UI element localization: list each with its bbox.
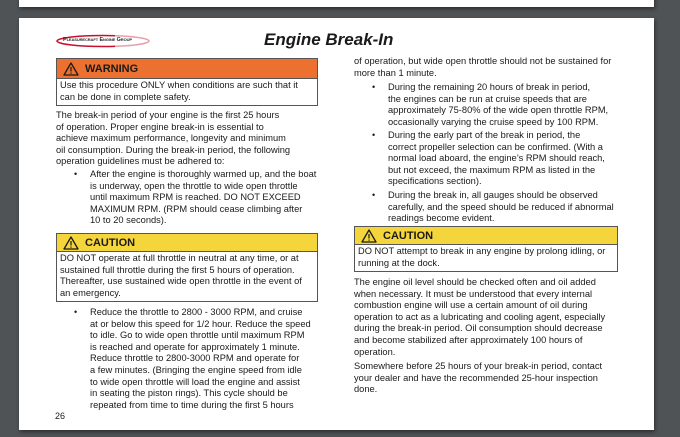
caution-box	[354, 226, 618, 272]
text-line: operation guidelines must be adhered to:	[56, 156, 225, 167]
text-line: operation.	[354, 346, 396, 357]
text-line: to idle. Go to wide open throttle until maximum RPM	[90, 330, 305, 341]
text-line: to wide open throttle will load the engine and assist	[90, 376, 300, 387]
text-line: MAXIMUM RPM. (RPM should cease climbing after	[90, 203, 303, 214]
warning-triangle-icon	[361, 229, 377, 243]
bullet-dot-icon: •	[372, 130, 376, 140]
caution-text	[57, 252, 317, 301]
text-line: during the break-in period. Oil consumption should decrease	[354, 323, 603, 334]
bullet-item	[74, 169, 317, 227]
text-line: The engine oil level should be checked often and oil added	[354, 277, 596, 287]
caution-text	[355, 245, 617, 271]
text-line: operation to act as a lubricating and cooling agent, especially	[354, 311, 606, 322]
text-line: is underway, open the throttle to wide open throttle	[90, 180, 298, 191]
text-line: and become stabilized after approximately 100 hours of	[354, 334, 583, 345]
brand-logo	[55, 34, 155, 48]
page-title: Engine Break-In	[264, 30, 394, 49]
warning-text	[57, 79, 317, 105]
text-line: sustained full throttle during the first 5 hours of operation.	[60, 264, 295, 275]
intro-paragraph	[56, 110, 290, 168]
text-line: During the remaining 20 hours of break in period,	[388, 82, 591, 92]
text-line: running at the dock.	[358, 257, 440, 268]
document-page	[19, 18, 654, 430]
text-line: achieve maximum performance, longevity and minimum	[56, 133, 286, 144]
text-line: your dealer and have the recommended 25-hour inspection	[354, 372, 598, 383]
text-line: the engines can be run at cruise speeds that are	[388, 93, 587, 104]
text-line: normal load aboard, the engine’s RPM should reach,	[388, 153, 605, 164]
bullet-item	[74, 307, 311, 411]
text-line: can be done in complete safety.	[60, 91, 191, 102]
text-line: Somewhere before 25 hours of your break-in period, contact	[354, 361, 603, 371]
oil-paragraph	[354, 277, 605, 358]
text-line: oil consumption. During the break-in period, the following	[56, 144, 291, 155]
text-line: until maximum RPM is reached. DO NOT EXCEED	[90, 192, 301, 203]
text-line: The break-in period of your engine is the first 25 hours	[56, 110, 280, 120]
warning-triangle-icon	[63, 236, 79, 250]
text-line: During the break in, all gauges should be observed	[388, 190, 598, 200]
text-line: of operation, but wide open throttle should not be sustained for	[354, 56, 612, 66]
caution-box	[56, 233, 318, 302]
text-line: During the early part of the break in period, the	[388, 130, 581, 140]
text-line: 10 to 20 seconds).	[90, 215, 167, 226]
brand-logo-text: Pleasurecraft Engine Group	[63, 37, 132, 43]
text-line: at or below this speed for 1/2 hour. Reduce the speed	[90, 318, 311, 329]
text-line: After the engine is thoroughly warmed up, and the boat	[90, 169, 317, 179]
bullet-dot-icon: •	[74, 307, 78, 317]
warning-triangle-icon	[63, 62, 79, 76]
text-line: DO NOT operate at full throttle in neutral at any time, or at	[60, 253, 299, 263]
bullet-item	[372, 82, 609, 128]
text-line: Thereafter, use sustained wide open throttle in the event of	[60, 276, 302, 287]
previous-page-edge	[19, 0, 654, 7]
text-line: done.	[354, 384, 378, 395]
text-line: Reduce throttle to 2800-3000 RPM and operate for	[90, 353, 300, 364]
text-line: carefully, and the speed should be reduced if abnormal	[388, 201, 614, 212]
caution-label: CAUTION	[383, 229, 434, 242]
bullet-dot-icon: •	[74, 169, 78, 179]
text-line: is reached and operate for approximately 1 minute.	[90, 341, 300, 352]
text-line: repeated from time to time during the first 5 hours	[90, 399, 294, 410]
warning-header	[57, 59, 317, 79]
bullet-item	[372, 190, 614, 225]
text-line: Use this procedure ONLY when conditions are such that it	[60, 80, 298, 90]
text-line: combustion engine will use a certain amount of oil during	[354, 300, 588, 311]
bullet-dot-icon: •	[372, 82, 376, 92]
text-line: but not exceed, the maximum RPM as listed in the	[388, 164, 596, 175]
warning-box	[56, 58, 318, 106]
dealer-paragraph	[354, 361, 602, 396]
caution-header	[57, 234, 317, 252]
text-line: Reduce the throttle to 2800 - 3000 RPM, and cruise	[90, 307, 303, 317]
text-line: occasionally varying the cruise speed by 100 RPM.	[388, 116, 599, 127]
text-line: correct propeller selection can be confirmed. (With a	[388, 141, 603, 152]
caution-header	[355, 227, 617, 245]
text-line: an emergency.	[60, 287, 121, 298]
warning-label: WARNING	[85, 62, 139, 75]
text-line: a few minutes. (Bringing the engine speed from idle	[90, 364, 302, 375]
text-line: when necessary. It must be understood that every internal	[354, 288, 593, 299]
text-line: approximately 75-80% of the wide open throttle RPM,	[388, 105, 609, 116]
text-line: DO NOT attempt to break in any engine by prolong idling, or	[358, 246, 606, 256]
text-line: readings become evident.	[388, 213, 495, 224]
text-line: in seating the piston rings). This cycle should be	[90, 388, 288, 399]
caution-label: CAUTION	[85, 236, 136, 249]
text-line: more than 1 minute.	[354, 67, 437, 78]
page-number: 26	[55, 411, 66, 421]
bullet-dot-icon: •	[372, 190, 376, 200]
bullet-item	[372, 130, 605, 188]
bullet-continuation	[354, 56, 611, 79]
text-line: of operation. Proper engine break-in is essential to	[56, 121, 264, 132]
text-line: specifications section).	[388, 176, 482, 187]
